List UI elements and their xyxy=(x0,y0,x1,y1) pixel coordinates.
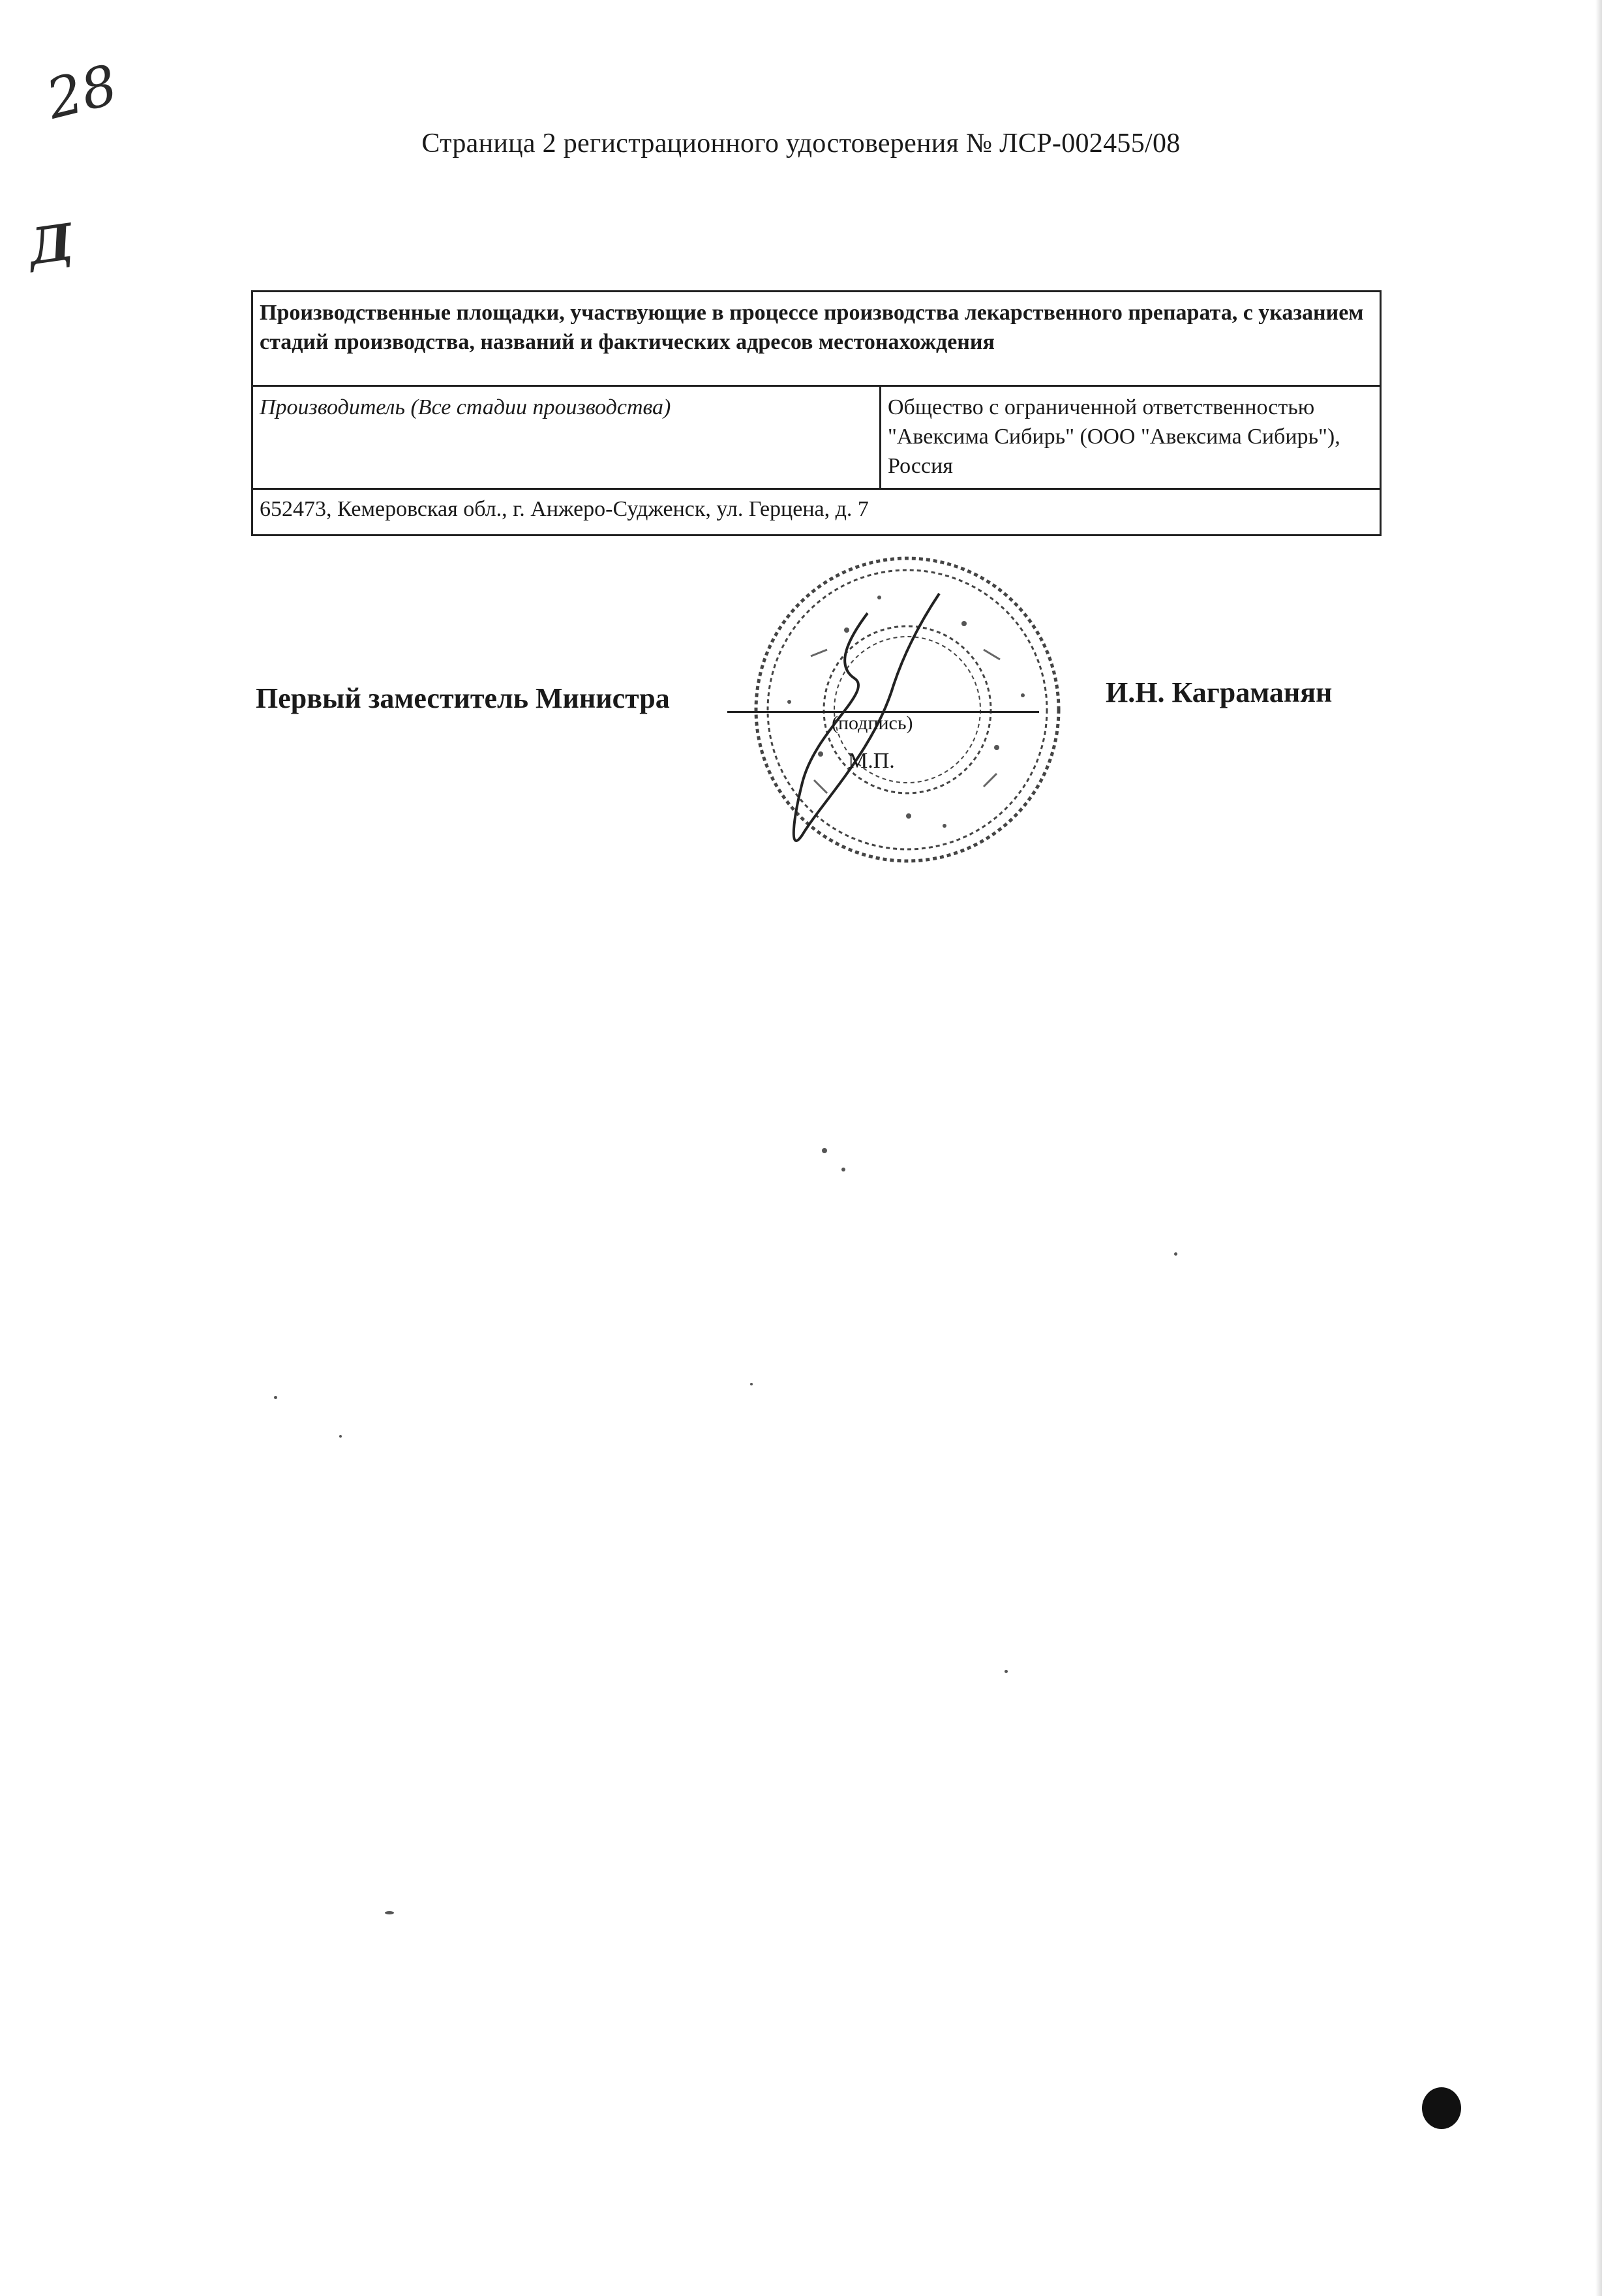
signature-caption: (подпись) xyxy=(832,712,913,734)
scan-speck xyxy=(1174,1252,1177,1256)
table-row xyxy=(252,386,1381,489)
table-row xyxy=(252,489,1381,535)
production-sites-table xyxy=(251,290,1382,536)
signatory-title: Первый заместитель Министра xyxy=(256,682,670,714)
company-name-cell: Общество с ограниченной ответственностью "Авексима Сибирь" (ООО "Авексима Сибирь"), Россия xyxy=(881,386,1381,489)
scan-speck xyxy=(841,1168,845,1171)
signatory-name: И.Н. Каграманян xyxy=(1106,676,1333,708)
table-header-row xyxy=(252,292,1381,386)
scan-speck xyxy=(822,1148,827,1153)
scan-speck xyxy=(339,1435,342,1438)
seal-caption: М.П. xyxy=(848,749,895,773)
page-header: Страница 2 регистрационного удостоверения № ЛСР-002455/08 xyxy=(421,128,1181,159)
table-heading: Производственные площадки, участвующие в процессе производства лекарственного препарата, с указанием стадий производства, названий и фактических адресов местонахождения xyxy=(252,292,1381,386)
scan-speck xyxy=(1005,1670,1008,1673)
scan-speck xyxy=(274,1396,277,1399)
scan-edge-shadow xyxy=(1595,0,1602,2296)
site-address-cell: 652473, Кемеровская обл., г. Анжеро-Судженск, ул. Герцена, д. 7 xyxy=(252,489,1381,535)
handwritten-margin-mark: Д xyxy=(25,212,77,277)
manufacturer-role-cell: Производитель (Все стадии производства) xyxy=(252,386,881,489)
scan-speck xyxy=(385,1911,394,1914)
scan-artifact-dot xyxy=(1422,2087,1461,2129)
handwritten-page-number: 28 xyxy=(40,52,124,132)
scan-speck xyxy=(750,1383,753,1385)
